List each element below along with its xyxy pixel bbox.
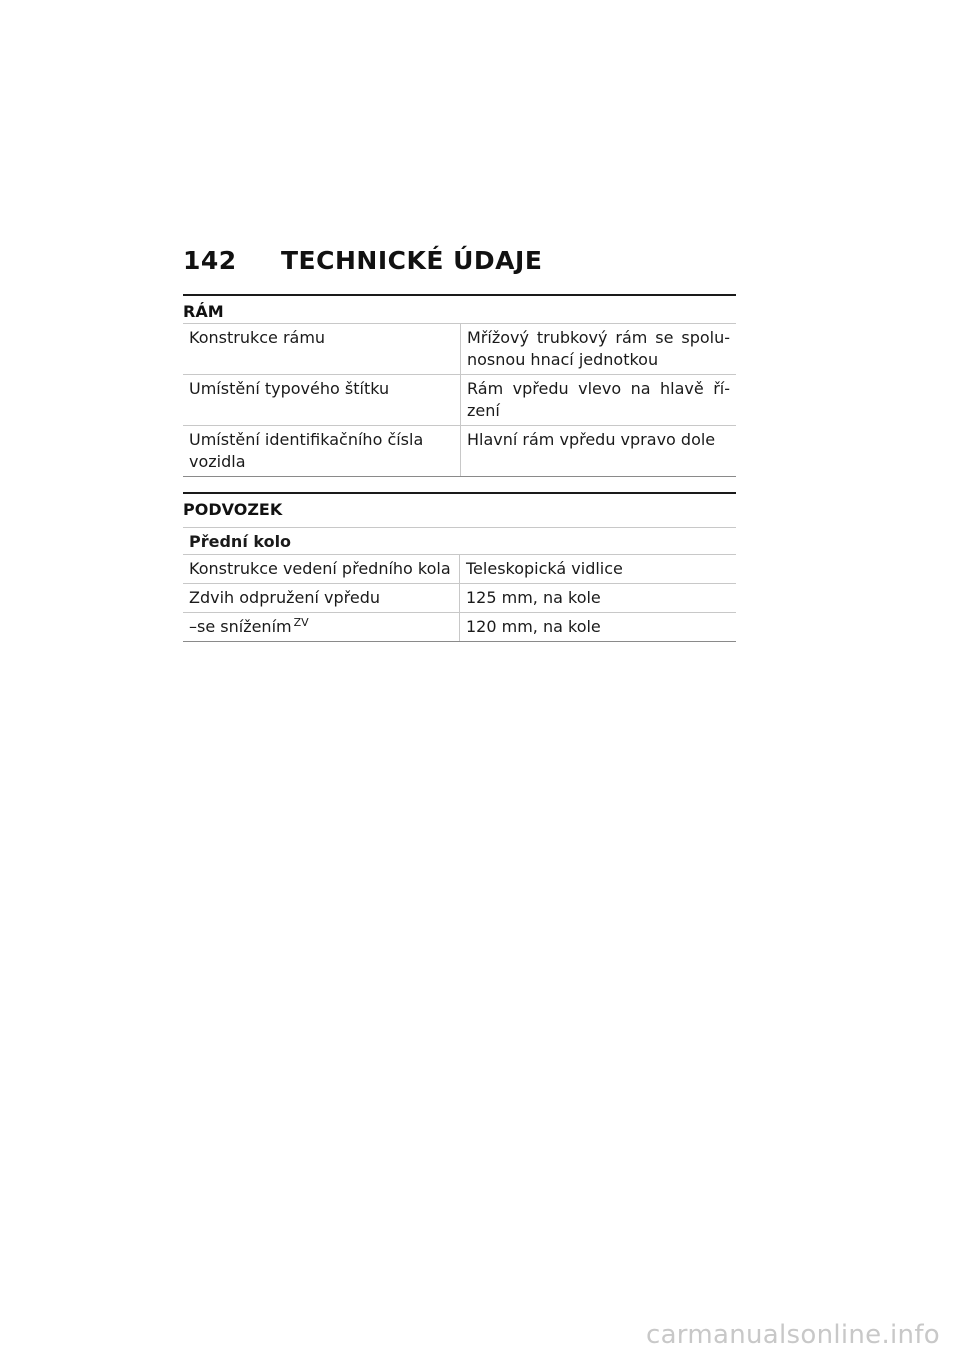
spec-value: Hlavní rám vpředu vpravo dole: [461, 426, 737, 477]
spec-value: 120 mm, na kole: [460, 613, 737, 642]
spec-value: Mřížový trubkový rám se spolu-nosnou hnací jednotkou: [461, 324, 737, 375]
spec-label: Umístění identifikačního čísla vozidla: [183, 426, 461, 477]
spec-label: Konstrukce rámu: [183, 324, 461, 375]
frame-spec-table: [183, 323, 736, 477]
table-row: [183, 324, 736, 375]
spec-value: Rám vpředu vlevo na hlavě ří-zení: [461, 375, 737, 426]
section-title-frame: RÁM: [183, 302, 224, 321]
section-title-chassis: PODVOZEK: [183, 500, 283, 519]
table-row: [183, 426, 736, 477]
spec-label: [183, 613, 460, 642]
spec-label: Konstrukce vedení předního kola: [183, 555, 460, 584]
spec-label: Umístění typového štítku: [183, 375, 461, 426]
table-row: [183, 613, 736, 642]
page-header: [183, 246, 542, 275]
spec-value: 125 mm, na kole: [460, 584, 737, 613]
table-subheading-row: [183, 528, 736, 555]
spec-label: Zdvih odpružení vpředu: [183, 584, 460, 613]
spec-label-text: –se snížením: [189, 617, 292, 636]
table-row: [183, 584, 736, 613]
table-row: [183, 555, 736, 584]
footnote-mark: ZV: [293, 615, 309, 629]
subheading-front-wheel: Přední kolo: [183, 528, 736, 555]
chapter-title: TECHNICKÉ ÚDAJE: [281, 246, 543, 275]
section-chassis: [183, 492, 736, 642]
spec-value: Teleskopická vidlice: [460, 555, 737, 584]
chassis-spec-table: [183, 527, 736, 642]
section-frame: [183, 294, 736, 477]
page-number: 142: [183, 246, 237, 275]
watermark: carmanualsonline.info: [645, 1320, 940, 1350]
table-row: [183, 375, 736, 426]
